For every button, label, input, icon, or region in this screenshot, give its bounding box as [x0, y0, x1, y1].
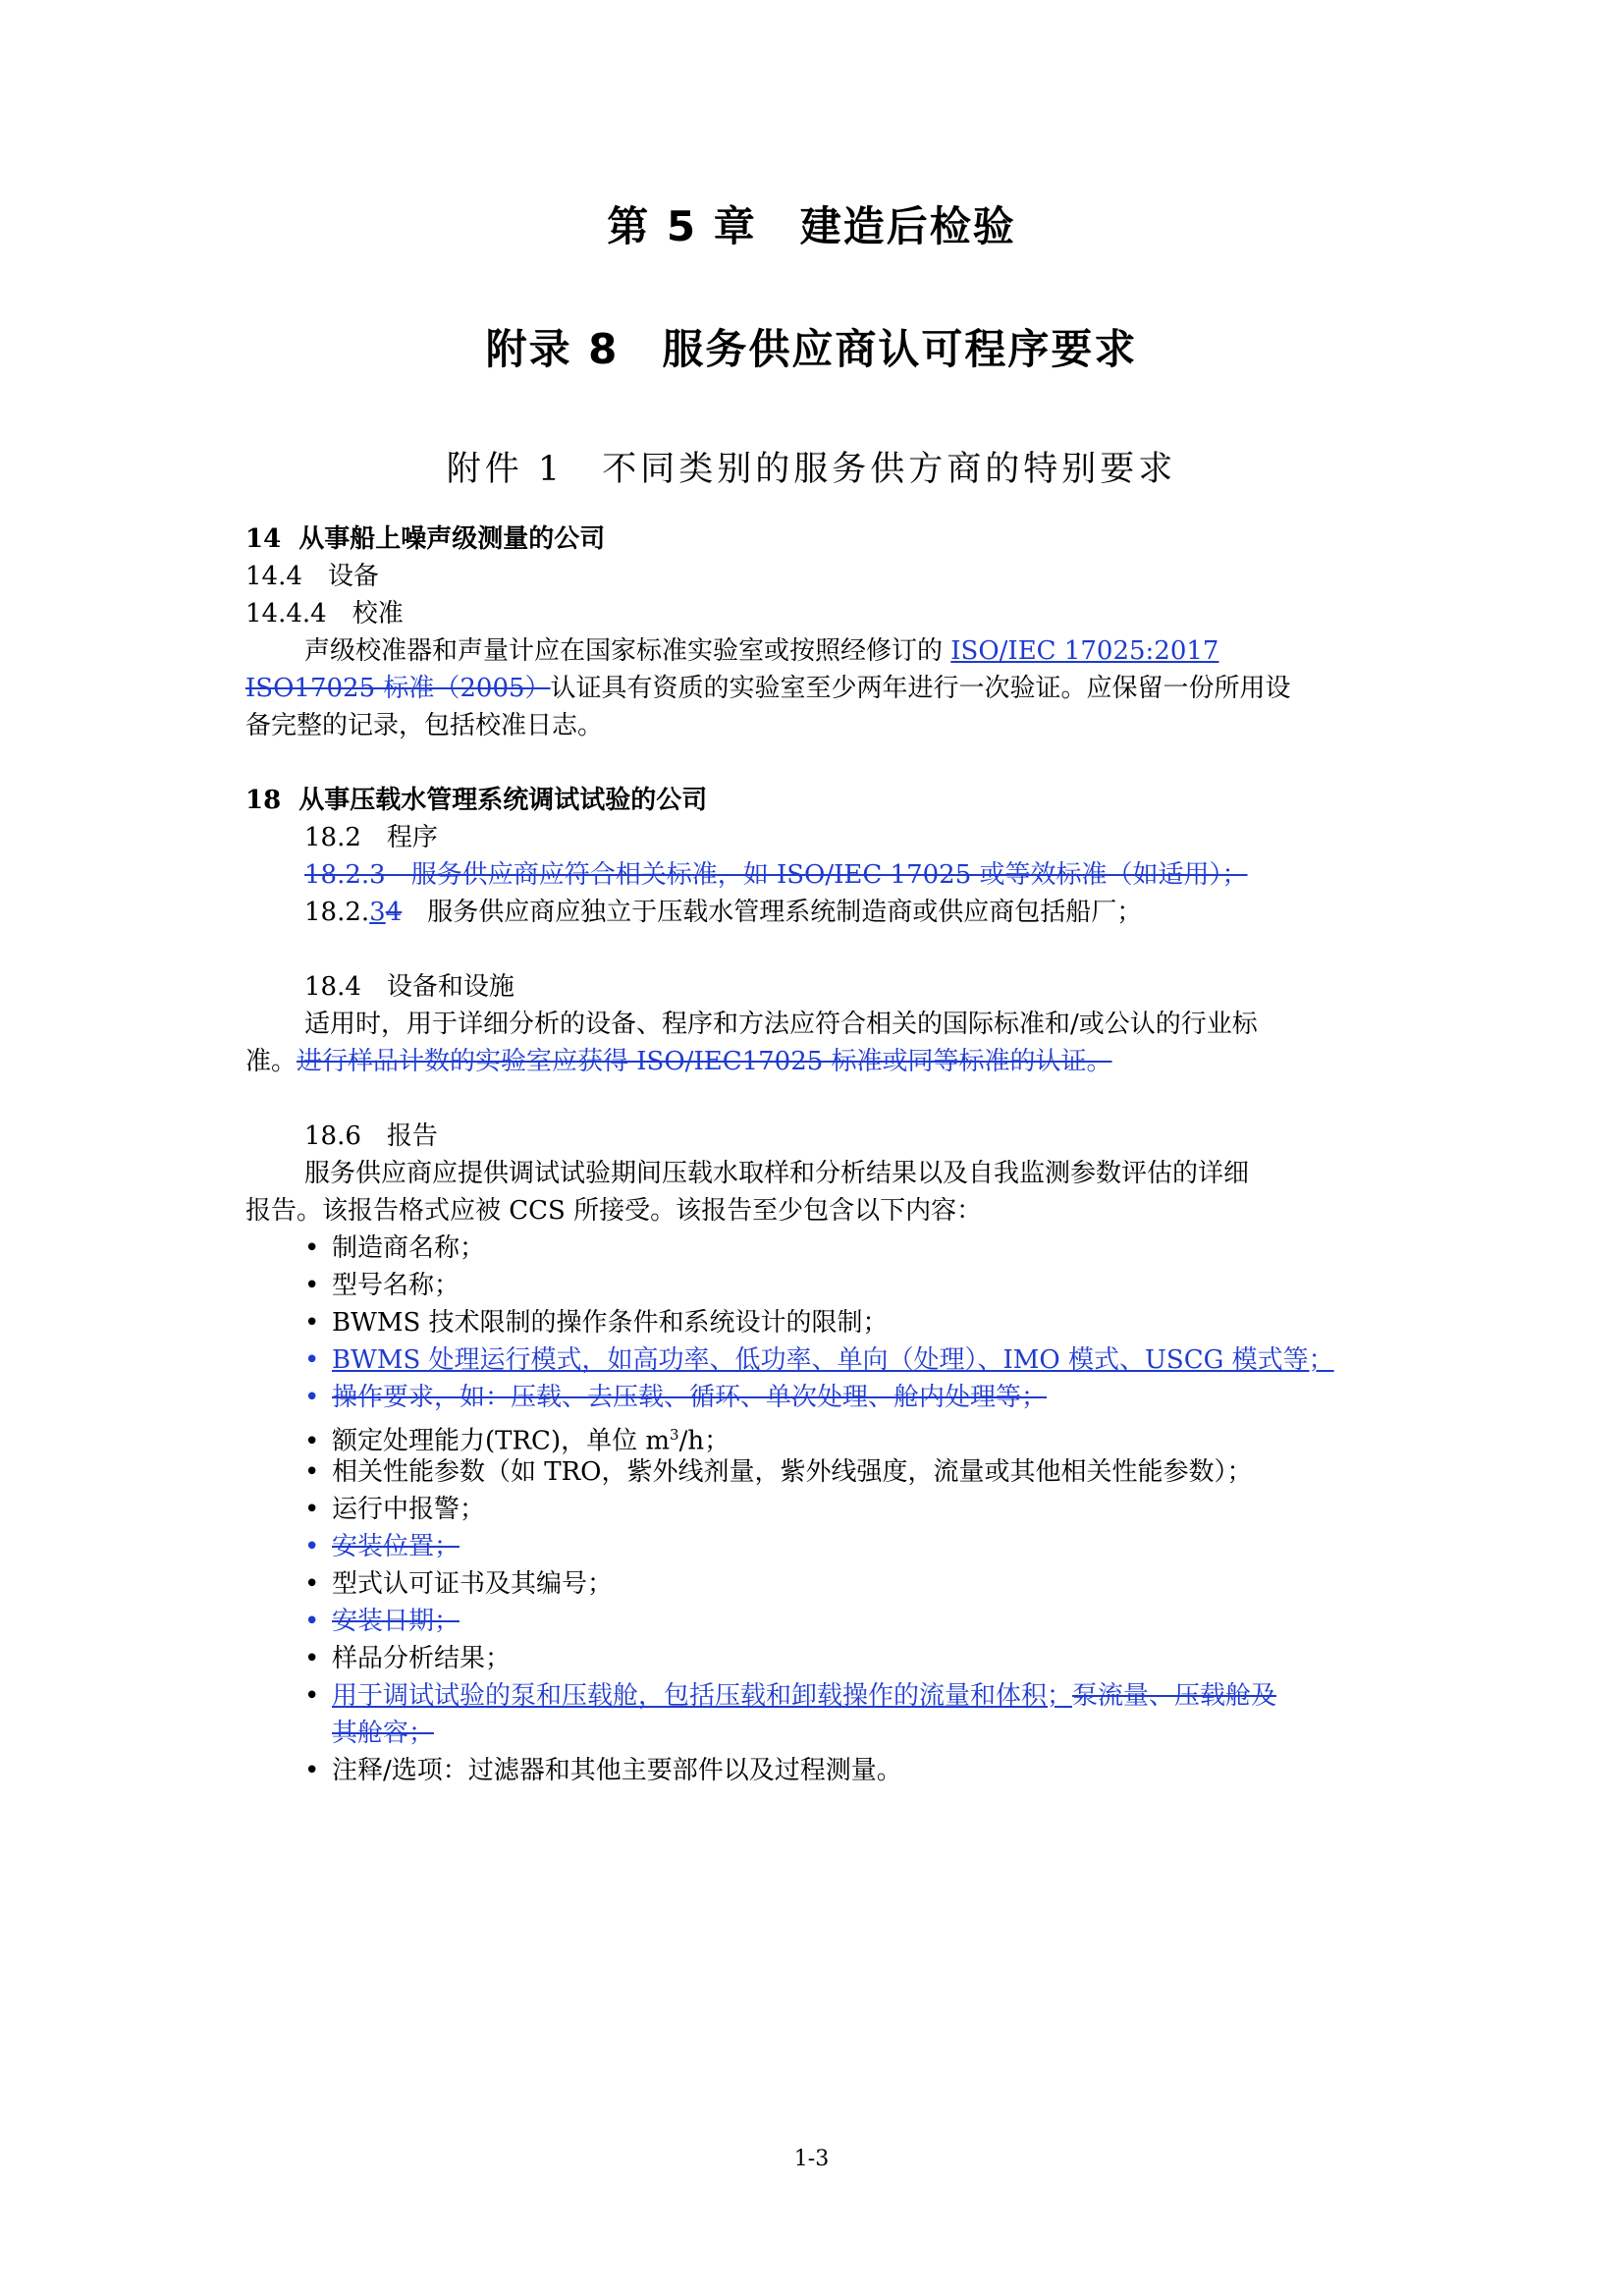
- paragraph-line: [245, 670, 1389, 707]
- appendix-title: 附录 8 服务供应商认可程序要求: [485, 325, 1138, 373]
- list-item-text: 安装位置；: [332, 1532, 460, 1561]
- section-14-heading: [245, 520, 1389, 558]
- list-item-text: 注释/选项：过滤器和其他主要部件以及过程测量。: [332, 1756, 902, 1785]
- list-item-text: 操作要求，如：压载、去压载、循环、单次处理、舱内处理等；: [332, 1383, 1048, 1412]
- list-item: [245, 1304, 1389, 1341]
- list-item: [245, 1752, 1389, 1789]
- bullet-icon: •: [304, 1607, 320, 1636]
- deleted-text: ISO17025 标准（2005）: [245, 674, 551, 703]
- document-body: [245, 520, 1389, 1789]
- list-item: [245, 1491, 1389, 1528]
- list-item-text: 运行中报警；: [332, 1495, 486, 1524]
- paragraph-line: 适用时，用于详细分析的设备、程序和方法应符合相关的国际标准和/或公认的行业标: [304, 1010, 1258, 1039]
- text: 认证具有资质的实验室至少两年进行一次验证。应保留一份所用设: [550, 674, 1291, 703]
- list-item-inserted: [245, 1341, 1389, 1379]
- list-item-deleted: [245, 1603, 1389, 1640]
- subsection-heading: 18.2 程序: [304, 823, 438, 852]
- text: 服务供应商应独立于压载水管理系统制造商或供应商包括船厂；: [402, 898, 1143, 927]
- list-item-text: 型号名称；: [332, 1271, 460, 1300]
- subsection-heading: 18.6 报告: [304, 1121, 438, 1151]
- bullet-icon: •: [304, 1426, 320, 1456]
- inserted-text: 3: [369, 898, 386, 927]
- section-number: 18: [245, 786, 282, 815]
- list-item: [245, 1453, 1389, 1491]
- paragraph-line: 报告。该报告格式应被 CCS 所接受。该报告至少包含以下内容：: [245, 1196, 983, 1226]
- list-item-text: BWMS 技术限制的操作条件和系统设计的限制；: [332, 1308, 889, 1338]
- list-item: [245, 1677, 1389, 1715]
- inserted-text: ISO/IEC 17025:2017: [950, 636, 1219, 666]
- deleted-text: 进行样品计数的实验室应获得 ISO/IEC17025 标准或同等标准的认证。: [297, 1047, 1112, 1076]
- list-item-text: 相关性能参数（如 TRO，紫外线剂量，紫外线强度，流量或其他相关性能参数）；: [332, 1457, 1253, 1487]
- bullet-icon: •: [304, 1233, 320, 1263]
- list-item-text: 型式认可证书及其编号；: [332, 1569, 614, 1599]
- section-title: 从事船上噪声级测量的公司: [298, 524, 606, 554]
- list-item: [245, 1230, 1389, 1267]
- bullet-icon: •: [304, 1495, 320, 1524]
- bullet-icon: •: [304, 1345, 320, 1375]
- bullet-icon: •: [304, 1756, 320, 1785]
- subsection-heading: 14.4.4 校准: [245, 599, 404, 629]
- section-title: 从事压载水管理系统调试试验的公司: [298, 786, 708, 815]
- list-item: [245, 1640, 1389, 1677]
- paragraph-line: 服务供应商应提供调试试验期间压载水取样和分析结果以及自我监测参数评估的详细: [304, 1159, 1250, 1188]
- paragraph-line: 备完整的记录，包括校准日志。: [245, 711, 604, 740]
- list-item: [245, 1565, 1389, 1603]
- attachment-title: 附件 1 不同类别的服务供方商的特别要求: [446, 450, 1177, 489]
- list-item-continuation-deleted: 其舱容；: [332, 1719, 435, 1748]
- chapter-title: 第 5 章 建造后检验: [607, 202, 1016, 250]
- list-item-text: 额定处理能力(TRC)，单位 m: [332, 1426, 671, 1456]
- subsection-heading: 18.4 设备和设施: [304, 972, 514, 1002]
- bullet-icon: •: [304, 1569, 320, 1599]
- list-item-text: 样品分析结果；: [332, 1644, 512, 1673]
- list-item-deleted: [245, 1528, 1389, 1565]
- bullet-icon: •: [304, 1457, 320, 1487]
- section-18-heading: [245, 782, 1389, 819]
- bullet-icon: •: [304, 1271, 320, 1300]
- list-item: [245, 1416, 1389, 1456]
- text: 声级校准器和声量计应在国家标准实验室或按照经修订的: [304, 636, 951, 666]
- page-number: 1-3: [793, 2147, 830, 2171]
- bullet-icon: •: [304, 1308, 320, 1338]
- deleted-text: 泵流量、压载舱及: [1072, 1681, 1277, 1711]
- superscript: 3: [670, 1426, 679, 1444]
- text: 准。: [245, 1047, 298, 1076]
- subsection-heading: 14.4 设备: [245, 562, 379, 591]
- list-item-deleted: [245, 1379, 1389, 1416]
- list-item-text: 制造商名称；: [332, 1233, 486, 1263]
- section-number: 14: [245, 524, 282, 554]
- bullet-icon: •: [304, 1644, 320, 1673]
- list-item: [245, 1267, 1389, 1304]
- bullet-icon: •: [304, 1383, 320, 1412]
- list-item-text: BWMS 处理运行模式，如高功率、低功率、单向（处理）、IMO 模式、USCG 模式等；: [332, 1345, 1334, 1375]
- deleted-text: 4: [385, 898, 403, 927]
- clause-line: [245, 894, 1389, 931]
- paragraph-line: [245, 1043, 1389, 1080]
- bullet-icon: •: [304, 1681, 320, 1711]
- text: 18.2.: [304, 898, 370, 927]
- inserted-text: 用于调试试验的泵和压载舱，包括压载和卸载操作的流量和体积；: [332, 1681, 1073, 1711]
- paragraph-line: [245, 632, 1389, 670]
- deleted-clause: 18.2.3 服务供应商应符合相关标准，如 ISO/IEC 17025 或等效标准（如适用）；: [304, 860, 1248, 890]
- list-item-text: /h；: [678, 1426, 730, 1456]
- bullet-icon: •: [304, 1532, 320, 1561]
- list-item-text: 安装日期；: [332, 1607, 460, 1636]
